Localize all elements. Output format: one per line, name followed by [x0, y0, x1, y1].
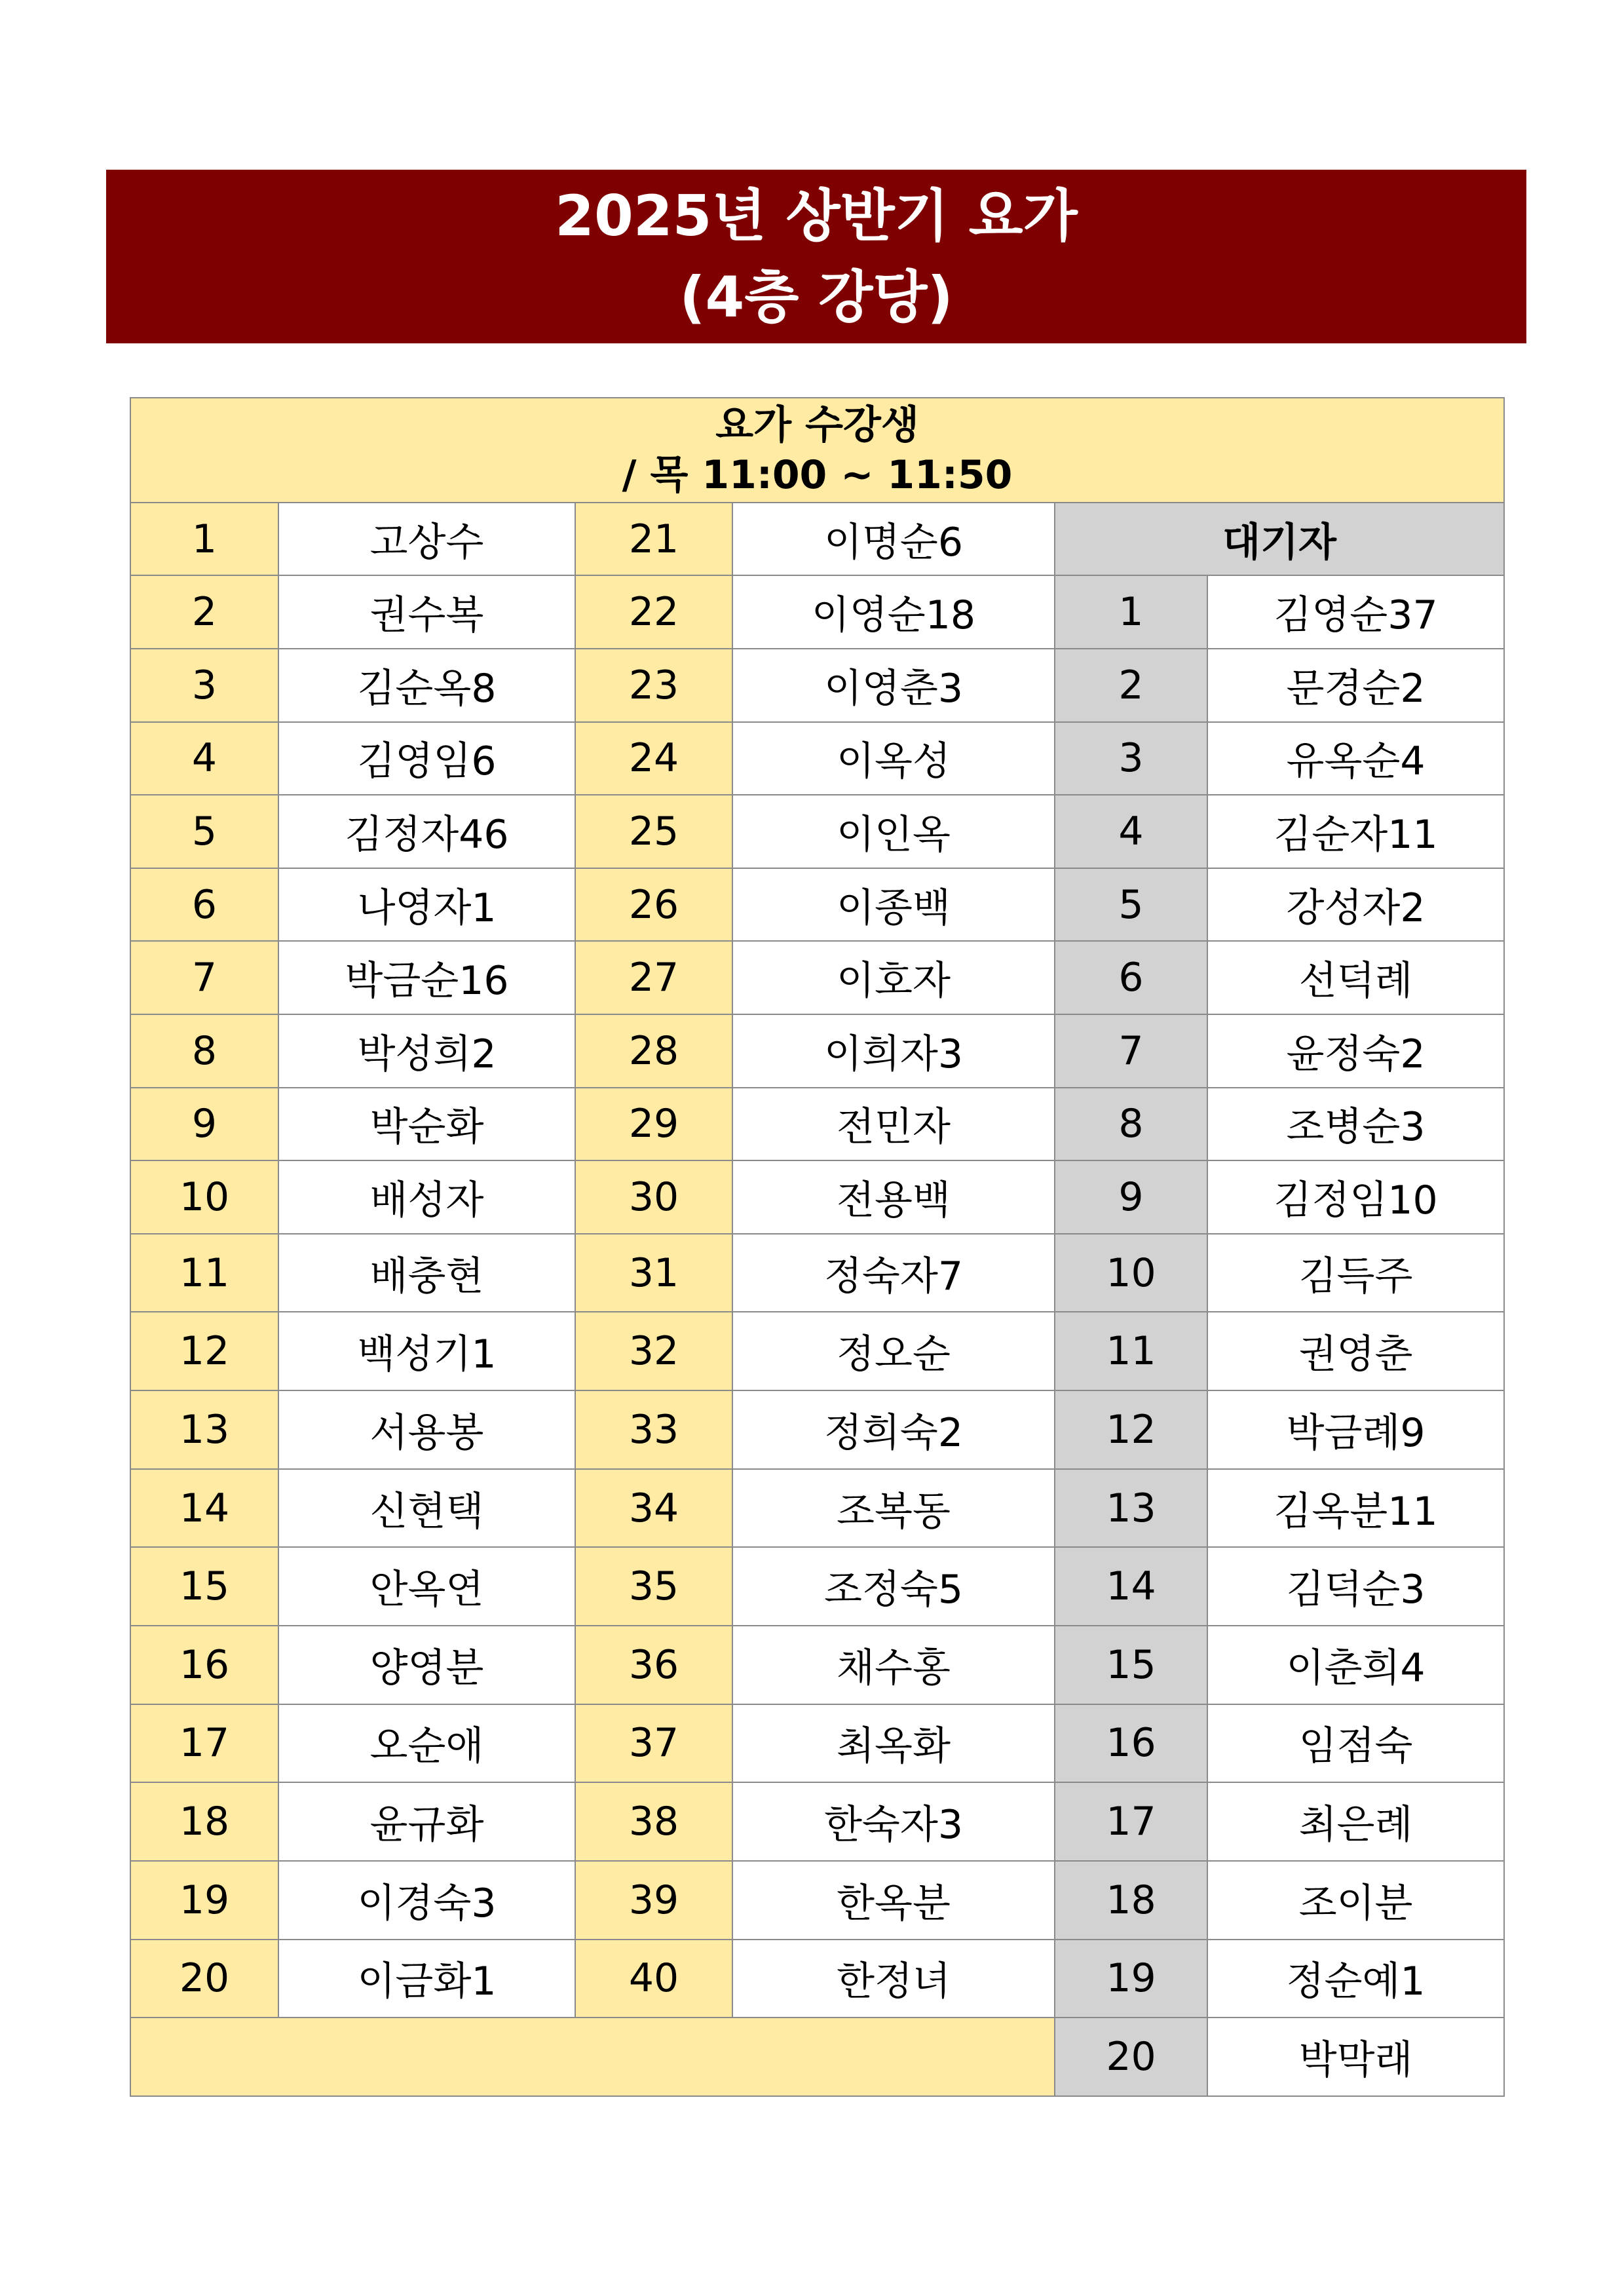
waitlist-number: 8	[1055, 1088, 1207, 1161]
student-number: 15	[130, 1547, 278, 1626]
student-number: 34	[575, 1469, 732, 1548]
waitlist-number: 11	[1055, 1312, 1207, 1390]
student-number: 5	[130, 795, 278, 868]
student-name: 이명순6	[732, 503, 1055, 576]
waitlist-name: 문경순2	[1207, 649, 1504, 722]
student-number: 7	[130, 941, 278, 1014]
table-row	[130, 1469, 1504, 1548]
student-name: 이종백	[732, 868, 1055, 942]
table-row	[130, 2018, 1504, 2096]
student-number: 14	[130, 1469, 278, 1548]
student-number: 20	[130, 1940, 278, 2018]
roster-header-title: 요가 수강생	[715, 402, 919, 448]
student-name: 김순옥8	[278, 649, 575, 722]
waitlist-name: 선덕례	[1207, 941, 1504, 1014]
table-row	[130, 868, 1504, 942]
waitlist-number: 7	[1055, 1014, 1207, 1088]
student-name: 서용봉	[278, 1390, 575, 1469]
waitlist-name: 최은례	[1207, 1782, 1504, 1861]
waitlist-name: 이춘희4	[1207, 1626, 1504, 1704]
title-line-1: 2025년 상반기 요가	[555, 183, 1078, 249]
waitlist-name: 김순자11	[1207, 795, 1504, 868]
student-name: 이영순18	[732, 575, 1055, 649]
student-name: 권수복	[278, 575, 575, 649]
student-number: 4	[130, 722, 278, 795]
student-name: 최옥화	[732, 1704, 1055, 1783]
student-number: 13	[130, 1390, 278, 1469]
student-number: 1	[130, 503, 278, 576]
title-line-2: (4층 강당)	[679, 264, 953, 330]
student-name: 안옥연	[278, 1547, 575, 1626]
waitlist-number: 18	[1055, 1861, 1207, 1940]
waitlist-name: 정순예1	[1207, 1940, 1504, 2018]
waitlist-name: 김영순37	[1207, 575, 1504, 649]
title-banner	[106, 170, 1526, 343]
waitlist-name: 박금례9	[1207, 1390, 1504, 1469]
student-number: 10	[130, 1160, 278, 1234]
student-number: 16	[130, 1626, 278, 1704]
student-name: 신현택	[278, 1469, 575, 1548]
waitlist-name: 조병순3	[1207, 1088, 1504, 1161]
table-row	[130, 1160, 1504, 1234]
student-name: 고상수	[278, 503, 575, 576]
student-number: 30	[575, 1160, 732, 1234]
table-row	[130, 941, 1504, 1014]
student-name: 배충현	[278, 1234, 575, 1312]
student-number: 8	[130, 1014, 278, 1088]
empty-cell	[130, 2018, 1055, 2096]
waitlist-number: 3	[1055, 722, 1207, 795]
table-row	[130, 1234, 1504, 1312]
waitlist-number: 13	[1055, 1469, 1207, 1548]
waitlist-name: 조이분	[1207, 1861, 1504, 1940]
table-row	[130, 503, 1504, 576]
student-name: 한숙자3	[732, 1782, 1055, 1861]
student-number: 6	[130, 868, 278, 942]
student-name: 한정녀	[732, 1940, 1055, 2018]
student-number: 24	[575, 722, 732, 795]
waitlist-name: 윤정숙2	[1207, 1014, 1504, 1088]
student-name: 이인옥	[732, 795, 1055, 868]
student-number: 39	[575, 1861, 732, 1940]
waitlist-number: 4	[1055, 795, 1207, 868]
student-name: 이금화1	[278, 1940, 575, 2018]
student-number: 11	[130, 1234, 278, 1312]
student-name: 정희숙2	[732, 1390, 1055, 1469]
waitlist-number: 2	[1055, 649, 1207, 722]
student-name: 채수홍	[732, 1626, 1055, 1704]
student-number: 25	[575, 795, 732, 868]
table-row	[130, 1014, 1504, 1088]
student-name: 한옥분	[732, 1861, 1055, 1940]
student-name: 조정숙5	[732, 1547, 1055, 1626]
student-name: 전용백	[732, 1160, 1055, 1234]
student-number: 36	[575, 1626, 732, 1704]
student-number: 19	[130, 1861, 278, 1940]
roster-header	[130, 398, 1504, 503]
student-name: 이옥성	[732, 722, 1055, 795]
student-number: 26	[575, 868, 732, 942]
table-row	[130, 1940, 1504, 2018]
waitlist-number: 20	[1055, 2018, 1207, 2096]
table-row	[130, 1861, 1504, 1940]
student-number: 31	[575, 1234, 732, 1312]
waitlist-number: 16	[1055, 1704, 1207, 1783]
waitlist-number: 15	[1055, 1626, 1207, 1704]
student-name: 배성자	[278, 1160, 575, 1234]
waitlist-number: 1	[1055, 575, 1207, 649]
student-number: 2	[130, 575, 278, 649]
student-name: 양영분	[278, 1626, 575, 1704]
student-name: 조복동	[732, 1469, 1055, 1548]
student-number: 21	[575, 503, 732, 576]
waitlist-name: 강성자2	[1207, 868, 1504, 942]
table-row	[130, 1088, 1504, 1161]
student-number: 29	[575, 1088, 732, 1161]
student-name: 이희자3	[732, 1014, 1055, 1088]
student-name: 윤규화	[278, 1782, 575, 1861]
student-name: 정숙자7	[732, 1234, 1055, 1312]
waitlist-title: 대기자	[1055, 503, 1504, 576]
table-row	[130, 795, 1504, 868]
student-name: 이경숙3	[278, 1861, 575, 1940]
table-row	[130, 1626, 1504, 1704]
waitlist-number: 12	[1055, 1390, 1207, 1469]
student-number: 40	[575, 1940, 732, 2018]
student-name: 김정자46	[278, 795, 575, 868]
student-number: 23	[575, 649, 732, 722]
roster-header-schedule: / 목 11:00 ~ 11:50	[622, 451, 1013, 498]
waitlist-name: 권영춘	[1207, 1312, 1504, 1390]
student-number: 37	[575, 1704, 732, 1783]
student-number: 27	[575, 941, 732, 1014]
student-number: 32	[575, 1312, 732, 1390]
student-name: 이호자	[732, 941, 1055, 1014]
student-number: 17	[130, 1704, 278, 1783]
table-row	[130, 649, 1504, 722]
table-row	[130, 1704, 1504, 1783]
waitlist-number: 19	[1055, 1940, 1207, 2018]
waitlist-number: 17	[1055, 1782, 1207, 1861]
student-name: 박성희2	[278, 1014, 575, 1088]
student-name: 나영자1	[278, 868, 575, 942]
student-number: 18	[130, 1782, 278, 1861]
waitlist-name: 임점숙	[1207, 1704, 1504, 1783]
waitlist-name: 유옥순4	[1207, 722, 1504, 795]
waitlist-number: 6	[1055, 941, 1207, 1014]
waitlist-name: 박막래	[1207, 2018, 1504, 2096]
table-row	[130, 1782, 1504, 1861]
roster-table	[130, 397, 1505, 2097]
student-name: 김영임6	[278, 722, 575, 795]
student-number: 12	[130, 1312, 278, 1390]
table-row	[130, 722, 1504, 795]
student-number: 28	[575, 1014, 732, 1088]
student-number: 9	[130, 1088, 278, 1161]
student-name: 정오순	[732, 1312, 1055, 1390]
table-row	[130, 1390, 1504, 1469]
student-number: 3	[130, 649, 278, 722]
student-name: 박순화	[278, 1088, 575, 1161]
student-name: 백성기1	[278, 1312, 575, 1390]
student-number: 33	[575, 1390, 732, 1469]
waitlist-number: 9	[1055, 1160, 1207, 1234]
waitlist-number: 14	[1055, 1547, 1207, 1626]
student-name: 오순애	[278, 1704, 575, 1783]
waitlist-name: 김득주	[1207, 1234, 1504, 1312]
waitlist-name: 김옥분11	[1207, 1469, 1504, 1548]
student-name: 이영춘3	[732, 649, 1055, 722]
student-name: 박금순16	[278, 941, 575, 1014]
waitlist-name: 김덕순3	[1207, 1547, 1504, 1626]
table-row	[130, 575, 1504, 649]
waitlist-number: 10	[1055, 1234, 1207, 1312]
waitlist-name: 김정임10	[1207, 1160, 1504, 1234]
student-number: 38	[575, 1782, 732, 1861]
waitlist-number: 5	[1055, 868, 1207, 942]
table-row	[130, 1547, 1504, 1626]
student-number: 35	[575, 1547, 732, 1626]
table-row	[130, 1312, 1504, 1390]
student-number: 22	[575, 575, 732, 649]
student-name: 전민자	[732, 1088, 1055, 1161]
